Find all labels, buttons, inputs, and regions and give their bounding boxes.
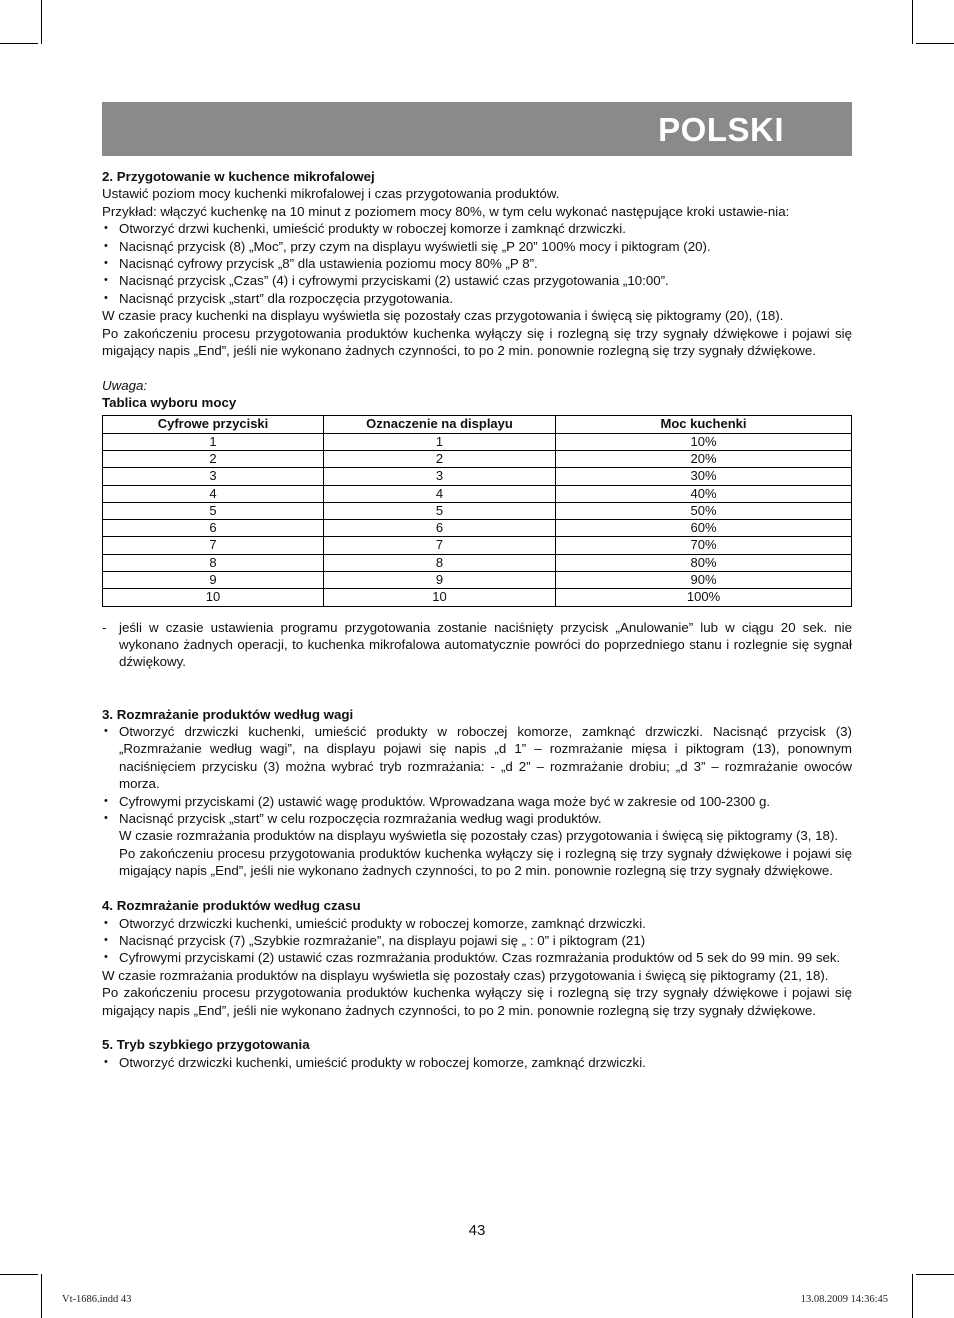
- table-row: [103, 537, 852, 554]
- table-cell: 80%: [556, 554, 852, 571]
- section-heading: 3. Rozmrażanie produktów według wagi: [102, 706, 354, 722]
- paragraph: Po zakończeniu procesu przygotowania produktów kuchenka wyłączy się i rozlegną się trzy sygnały dźwiękowe i pojawi się migający napis „End”, jeśli nie wykonano żadnych czynności, to po 2 min. ponownie rozlegną się trzy sygnały dźwiękowe.: [102, 325, 852, 359]
- table-row: [103, 485, 852, 502]
- table-row: [103, 554, 852, 571]
- bullet-list: [102, 220, 852, 307]
- table-cell: 2: [103, 450, 324, 467]
- table-cell: 100%: [556, 589, 852, 606]
- spacer: [102, 880, 852, 897]
- crop-mark: [916, 1274, 954, 1275]
- table-cell: 4: [324, 485, 556, 502]
- page-content: [102, 168, 852, 1071]
- banner-title: POLSKI: [658, 111, 784, 148]
- table-row: [103, 450, 852, 467]
- table-cell: 8: [324, 554, 556, 571]
- paragraph: W czasie rozmrażania produktów na displayu wyświetla się pozostały czas) przygotowania i święcą się piktogramy (3, 18).: [119, 828, 839, 844]
- table-cell: 2: [324, 450, 556, 467]
- list-item: - jeśli w czasie ustawienia programu przygotowania zostanie naciśnięty przycisk „Anulowanie” lub w ciągu 20 sek. nie wykonano żadnych operacji, to kuchenka mikrofalowa automatycznie powróci do poprzedniego stanu i rozlegnie się sygnał dźwiękowy.: [102, 619, 852, 671]
- paragraph: Po zakończeniu procesu przygotowania produktów kuchenka wyłączy się i rozlegną się trzy sygnały dźwiękowe i pojawi się migający napis „End”, jeśli nie wykonano żadnych czynności, to po 2 min. ponownie rozlegną się trzy sygnały dźwiękowe.: [102, 985, 852, 1018]
- table-row: [103, 520, 852, 537]
- spacer: [102, 359, 852, 376]
- column-header: Cyfrowe przyciski: [103, 415, 324, 433]
- table-cell: 10: [324, 589, 556, 606]
- table-cell: 1: [103, 433, 324, 450]
- table-cell: 10%: [556, 433, 852, 450]
- table-cell: 8: [103, 554, 324, 571]
- table-cell: 70%: [556, 537, 852, 554]
- table-cell: 4: [103, 485, 324, 502]
- paragraph: Przykład: włączyć kuchenkę na 10 minut z poziomem mocy 80%, w tym celu wykonać następujące kroki ustawie-nia:: [102, 203, 790, 219]
- crop-mark: [41, 0, 42, 44]
- table-row: [103, 589, 852, 606]
- crop-mark: [0, 43, 38, 44]
- column-header: Oznaczenie na displayu: [324, 415, 556, 433]
- list-item: • Nacisnąć przycisk „start” w celu rozpoczęcia rozmrażania według wagi produktów.: [102, 810, 852, 827]
- list-item: • Nacisnąć przycisk (7) „Szybkie rozmrażanie”, na displayu pojawi się „ : 0” i piktogram (21): [102, 932, 852, 949]
- crop-mark: [41, 1274, 42, 1318]
- section-heading: 2. Przygotowanie w kuchence mikrofalowej: [102, 169, 375, 184]
- table-cell: 3: [103, 468, 324, 485]
- table-cell: 7: [103, 537, 324, 554]
- table-cell: 3: [324, 468, 556, 485]
- power-table: [102, 415, 852, 607]
- list-item: • Cyfrowymi przyciskami (2) ustawić wagę produktów. Wprowadzana waga może być w zakresie od 100-2300 g.: [102, 793, 852, 810]
- column-header: Moc kuchenki: [556, 415, 852, 433]
- table-cell: 5: [103, 502, 324, 519]
- paragraph: Ustawić poziom mocy kuchenki mikrofalowej i czas przygotowania produktów.: [102, 186, 560, 202]
- list-item: • Otworzyć drzwiczki kuchenki, umieścić produkty w roboczej komorze, zamknąć drzwiczki. Nacisnąć przycisk (3) „Rozmrażanie według wagi”, na displayu pojawi się napis „d 1” – rozmrażanie mięsa i piktogram (13), ponownym naciśnięciem przycisku (3) można wybrać tryb rozmrażania: - „d 2” – rozmrażanie drobiu; „d 3” – rozmrażanie owoców morza.: [102, 723, 852, 793]
- note-label: Uwaga:: [102, 377, 148, 393]
- table-cell: 50%: [556, 502, 852, 519]
- table-cell: 6: [324, 520, 556, 537]
- spacer: [102, 688, 852, 705]
- language-banner: [102, 102, 852, 156]
- spacer: [102, 1019, 852, 1036]
- table-cell: 10: [103, 589, 324, 606]
- table-cell: 5: [324, 502, 556, 519]
- table-cell: 30%: [556, 468, 852, 485]
- list-item: • Otworzyć drzwi kuchenki, umieścić produkty w roboczej komorze i zamknąć drzwiczki.: [102, 220, 852, 237]
- bullet-list: [102, 915, 852, 967]
- table-row: [103, 433, 852, 450]
- table-title: Tablica wyboru mocy: [102, 395, 237, 411]
- table-cell: 60%: [556, 520, 852, 537]
- table-cell: 9: [103, 572, 324, 589]
- page-number: 43: [468, 1222, 486, 1239]
- table-row: [103, 502, 852, 519]
- list-item: • Otworzyć drzwiczki kuchenki, umieścić produkty w roboczej komorze, zamknąć drzwiczki.: [102, 1054, 852, 1071]
- table-cell: 1: [324, 433, 556, 450]
- list-item: • Cyfrowymi przyciskami (2) ustawić czas rozmrażania produktów. Czas rozmrażania produktów od 5 sek do 99 min. 99 sek.: [102, 949, 852, 966]
- table-cell: 9: [324, 572, 556, 589]
- bullet-list: [102, 1054, 852, 1071]
- list-item: • Nacisnąć cyfrowy przycisk „8” dla ustawienia poziomu mocy 80% „P 8”.: [102, 255, 852, 272]
- table-cell: 40%: [556, 485, 852, 502]
- paragraph: Po zakończeniu procesu przygotowania produktów kuchenka wyłączy się i rozlegną się trzy sygnały dźwiękowe i pojawi się migający napis „End”, jeśli nie wykonano żadnych czynności, to po 2 min. ponownie rozlegną się trzy sygnały dźwiękowe.: [119, 845, 852, 879]
- table-cell: 20%: [556, 450, 852, 467]
- section-heading: 5. Tryb szybkiego przygotowania: [102, 1037, 310, 1053]
- footer-timestamp: 13.08.2009 14:36:45: [800, 1294, 888, 1305]
- dash-list: [102, 619, 852, 671]
- section-heading: 4. Rozmrażanie produktów według czasu: [102, 898, 361, 914]
- list-item: • Nacisnąć przycisk „start” dla rozpoczęcia przygotowania.: [102, 290, 852, 307]
- table-row: [103, 572, 852, 589]
- spacer: [102, 671, 852, 688]
- footer-file-label: Vt-1686.indd 43: [62, 1294, 132, 1305]
- paragraph: W czasie rozmrażania produktów na displayu wyświetla się pozostały czas) przygotowania i święcą się piktogramy (21, 18).: [102, 967, 829, 983]
- table-cell: 7: [324, 537, 556, 554]
- crop-mark: [912, 0, 913, 44]
- list-item: • Nacisnąć przycisk „Czas” (4) i cyfrowymi przyciskami (2) ustawić czas przygotowania „10:00”.: [102, 272, 852, 289]
- table-cell: 6: [103, 520, 324, 537]
- table-row: [103, 468, 852, 485]
- crop-mark: [912, 1274, 913, 1318]
- crop-mark: [0, 1274, 38, 1275]
- paragraph: W czasie pracy kuchenki na displayu wyświetla się pozostały czas przygotowania i święcą się piktogramy (20), (18).: [102, 308, 784, 324]
- crop-mark: [916, 43, 954, 44]
- list-item: • Otworzyć drzwiczki kuchenki, umieścić produkty w roboczej komorze, zamknąć drzwiczki.: [102, 915, 852, 932]
- table-header-row: [103, 415, 852, 433]
- table-cell: 90%: [556, 572, 852, 589]
- list-item: • Nacisnąć przycisk (8) „Moc”, przy czym na displayu wyświetli się „P 20” 100% mocy i piktogram (20).: [102, 238, 852, 255]
- bullet-list: [102, 723, 852, 827]
